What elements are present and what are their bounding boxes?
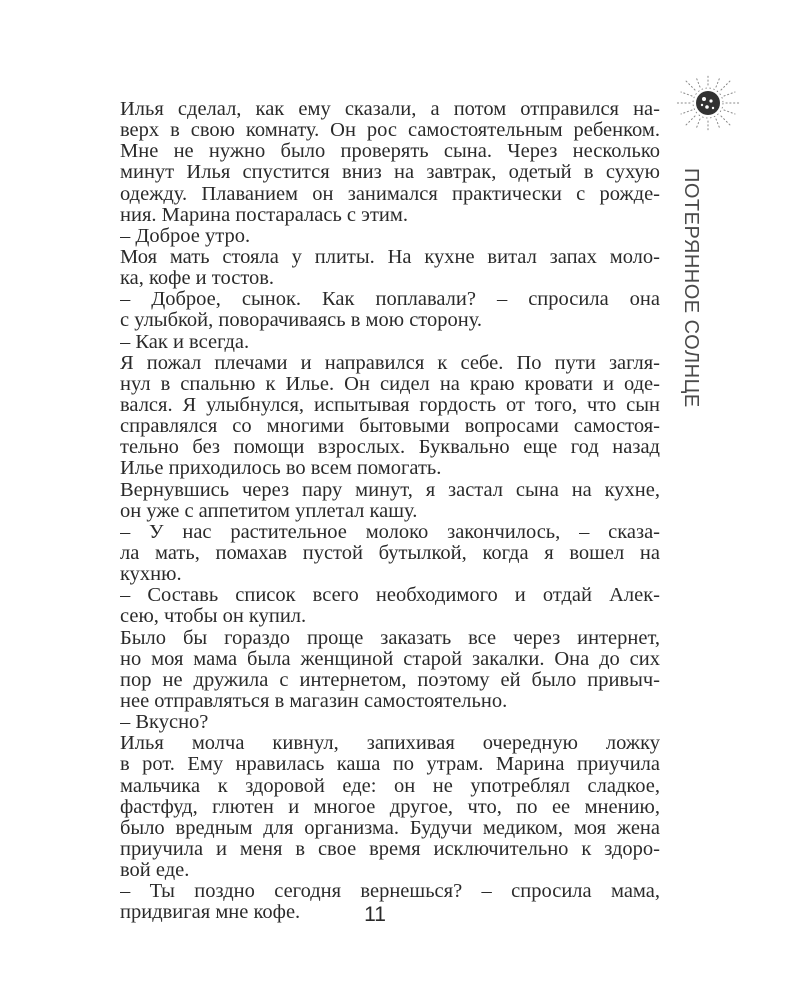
sun-ornament-icon <box>672 72 744 134</box>
text-line: придвигая мне кофе. <box>120 902 301 924</box>
text-line: – Доброе, сынок. Как поплавали? – спросила она <box>120 289 660 311</box>
text-line: – Как и всегда. <box>120 331 250 353</box>
running-title: ПОТЕРЯННОЕ СОЛНЦЕ <box>680 168 702 408</box>
page-number: 11 <box>364 903 386 926</box>
text-line: с улыбкой, поворачиваясь в мою сторону. <box>120 310 483 332</box>
text-line: он уже с аппетитом уплетал кашу. <box>120 500 418 522</box>
text-line: мальчика к здоровой еде: он не употреблял сладкое, <box>120 775 660 797</box>
text-line: верх в свою комнату. Он рос самостоятельным ребенком. <box>120 120 660 142</box>
text-line: ла мать, помахав пустой бутылкой, когда я вошел на <box>120 542 660 564</box>
text-line: справлялся со многими бытовыми вопросами самостоя- <box>120 416 660 438</box>
text-line: Я пожал плечами и направился к себе. По пути загля- <box>120 352 660 374</box>
text-line: приучила и меня в свое время исключительно к здоро- <box>120 838 660 860</box>
text-line: Моя мать стояла у плиты. На кухне витал запах моло- <box>120 246 660 268</box>
text-line: – Вкусно? <box>120 712 209 734</box>
text-line: Вернувшись через пару минут, я застал сына на кухне, <box>120 479 660 501</box>
text-line: нул в спальню к Илье. Он сидел на краю кровати и оде- <box>120 373 660 395</box>
text-line: вой еде. <box>120 860 190 882</box>
text-line: было вредным для организма. Будучи медиком, моя жена <box>120 817 660 839</box>
body-text <box>120 99 660 923</box>
text-line: в рот. Ему нравилась каша по утрам. Марина приучила <box>120 754 660 776</box>
text-line: вался. Я улыбнулся, испытывая гордость от того, что сын <box>120 394 660 416</box>
text-line: – Ты поздно сегодня вернешься? – спросила мама, <box>120 881 660 903</box>
text-line: – У нас растительное молоко закончилось, – сказа- <box>120 521 660 543</box>
text-line: минут Илья спустится вниз на завтрак, одетый в сухую <box>120 162 660 184</box>
text-line: Было бы гораздо проще заказать все через интернет, <box>120 627 660 649</box>
text-line: Илье приходилось во всем помогать. <box>120 458 442 480</box>
text-line: – Доброе утро. <box>120 225 251 247</box>
text-line: ния. Марина постаралась с этим. <box>120 204 408 226</box>
text-line: Илья сделал, как ему сказали, а потом отправился на- <box>120 99 660 120</box>
text-line: но моя мама была женщиной старой закалки. Она до сих <box>120 648 660 670</box>
text-line: пор не дружила с интернетом, поэтому ей было привыч- <box>120 669 660 691</box>
text-line: одежду. Плаванием он занимался практически с рожде- <box>120 183 660 205</box>
text-line: ка, кофе и тостов. <box>120 268 275 290</box>
text-line: кухню. <box>120 564 182 586</box>
text-line: Мне не нужно было проверять сына. Через несколько <box>120 141 660 163</box>
text-line: – Составь список всего необходимого и отдай Алек- <box>120 585 660 607</box>
text-line: сею, чтобы он купил. <box>120 606 307 628</box>
text-line: тельно без помощи взрослых. Буквально еще год назад <box>120 437 660 459</box>
text-line: Илья молча кивнул, запихивая очередную ложку <box>120 733 660 755</box>
text-line: нее отправляться в магазин самостоятельно. <box>120 690 508 712</box>
text-line: фастфуд, глютен и многое другое, что, по ее мнению, <box>120 796 660 818</box>
